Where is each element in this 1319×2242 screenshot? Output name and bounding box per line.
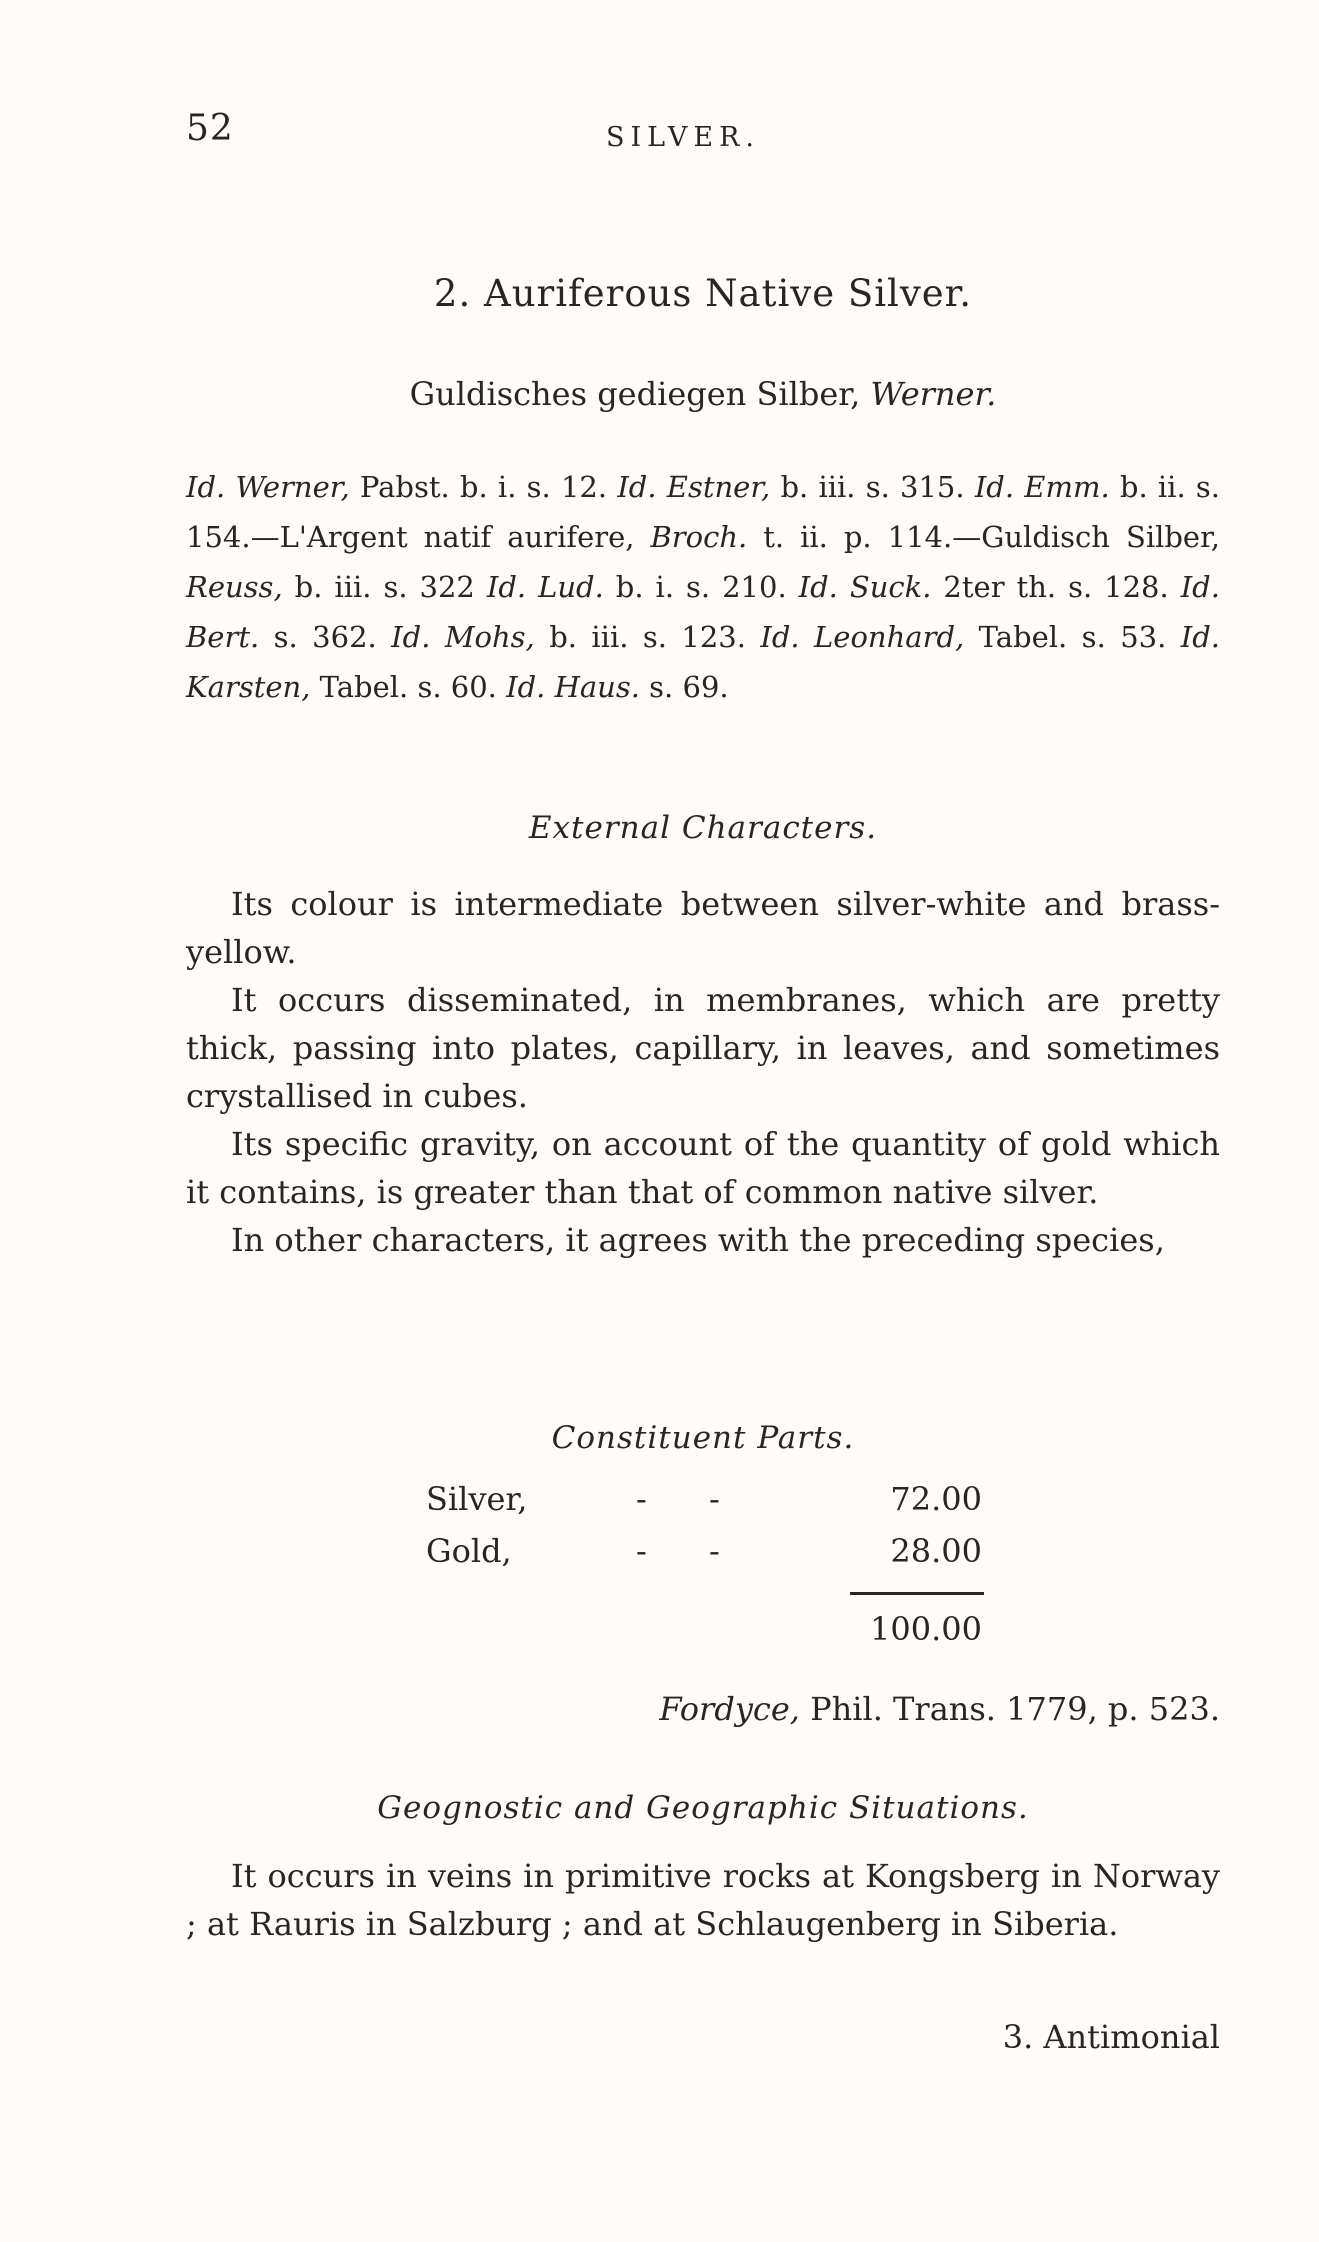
citation-source: Phil. Trans. 1779, p. 523.	[799, 1690, 1220, 1728]
external-characters-heading: External Characters.	[528, 810, 878, 846]
reference-author: Broch.	[650, 520, 748, 554]
synonym-author: Werner.	[870, 375, 997, 413]
sum-rule	[850, 1592, 984, 1595]
reference-detail: b. iii. s. 315.	[770, 470, 975, 504]
reference-detail: b. iii. s. 123.	[534, 620, 761, 654]
reference-author: Id. Lud.	[486, 570, 604, 604]
situations-body	[186, 1852, 1220, 1948]
paragraph: Its colour is intermediate between silver-white and brass-yellow.	[186, 885, 1220, 971]
page-number: 52	[186, 108, 234, 149]
reference-detail: b. i. s. 210.	[603, 570, 799, 604]
reference-author: Id. Bert.	[186, 570, 1220, 654]
reference-detail: s. 69.	[639, 670, 729, 704]
constituent-parts-table	[426, 1480, 986, 1660]
reference-detail: t. ii. p. 114.—Guldisch Silber,	[747, 520, 1220, 554]
reference-author: Reuss,	[186, 570, 283, 604]
reference-detail: Pabst. b. i. s. 12.	[349, 470, 618, 504]
reference-author: Id. Leonhard,	[760, 620, 965, 654]
reference-detail: b. iii. s. 322	[282, 570, 487, 604]
total-row	[426, 1610, 986, 1660]
reference-detail: b. ii. s. 154.—L'Argent natif aurifere,	[186, 470, 1221, 554]
references-paragraph	[186, 462, 1220, 712]
table-row	[426, 1532, 986, 1584]
total-value: 100.00	[870, 1610, 982, 1648]
reference-detail: 2ter th. s. 128.	[931, 570, 1181, 604]
part-name: Gold,	[426, 1532, 512, 1570]
situations-heading: Geognostic and Geographic Situations.	[377, 1790, 1029, 1826]
part-value: 28.00	[890, 1532, 982, 1570]
reference-author: Id. Karsten,	[186, 620, 1221, 704]
species-title: 2. Auriferous Native Silver.	[433, 272, 973, 315]
running-head: SILVER.	[606, 122, 761, 153]
synonym-text: Guldisches gediegen Silber,	[409, 375, 871, 413]
page-header	[186, 108, 1146, 158]
reference-detail: s. 362.	[259, 620, 392, 654]
part-name: Silver,	[426, 1480, 528, 1518]
reference-author: Id. Suck.	[798, 570, 932, 604]
paragraph: In other characters, it agrees with the preceding species,	[231, 1221, 1165, 1259]
leader-dashes: - -	[636, 1480, 746, 1518]
paragraph: It occurs in veins in primitive rocks at Kongsberg in Norway ; at Rauris in Salzburg ; and at Schlaugenberg in Siberia.	[186, 1857, 1220, 1943]
reference-author: Id. Estner,	[617, 470, 771, 504]
reference-author: Id. Emm.	[974, 470, 1110, 504]
catchword: 3. Antimonial	[1002, 2018, 1220, 2056]
paragraph: It occurs disseminated, in membranes, which are pretty thick, passing into plates, capillary, in leaves, and sometimes crystallised in cubes.	[186, 981, 1220, 1115]
paragraph: Its specific gravity, on account of the quantity of gold which it contains, is greater than that of common native silver.	[186, 1125, 1220, 1211]
reference-detail: Tabel. s. 60.	[310, 670, 507, 704]
reference-author: Id. Haus.	[506, 670, 640, 704]
analysis-citation	[186, 1690, 1220, 1728]
constituent-parts-heading: Constituent Parts.	[551, 1420, 855, 1456]
citation-author: Fordyce,	[659, 1690, 800, 1728]
part-value: 72.00	[890, 1480, 982, 1518]
reference-detail: Tabel. s. 53.	[964, 620, 1181, 654]
external-characters-body	[186, 880, 1220, 1264]
references-text	[186, 462, 1220, 712]
table-row	[426, 1480, 986, 1532]
reference-author: Id. Werner,	[186, 470, 350, 504]
leader-dashes: - -	[636, 1532, 746, 1570]
german-synonym	[186, 375, 1220, 413]
reference-author: Id. Mohs,	[391, 620, 535, 654]
